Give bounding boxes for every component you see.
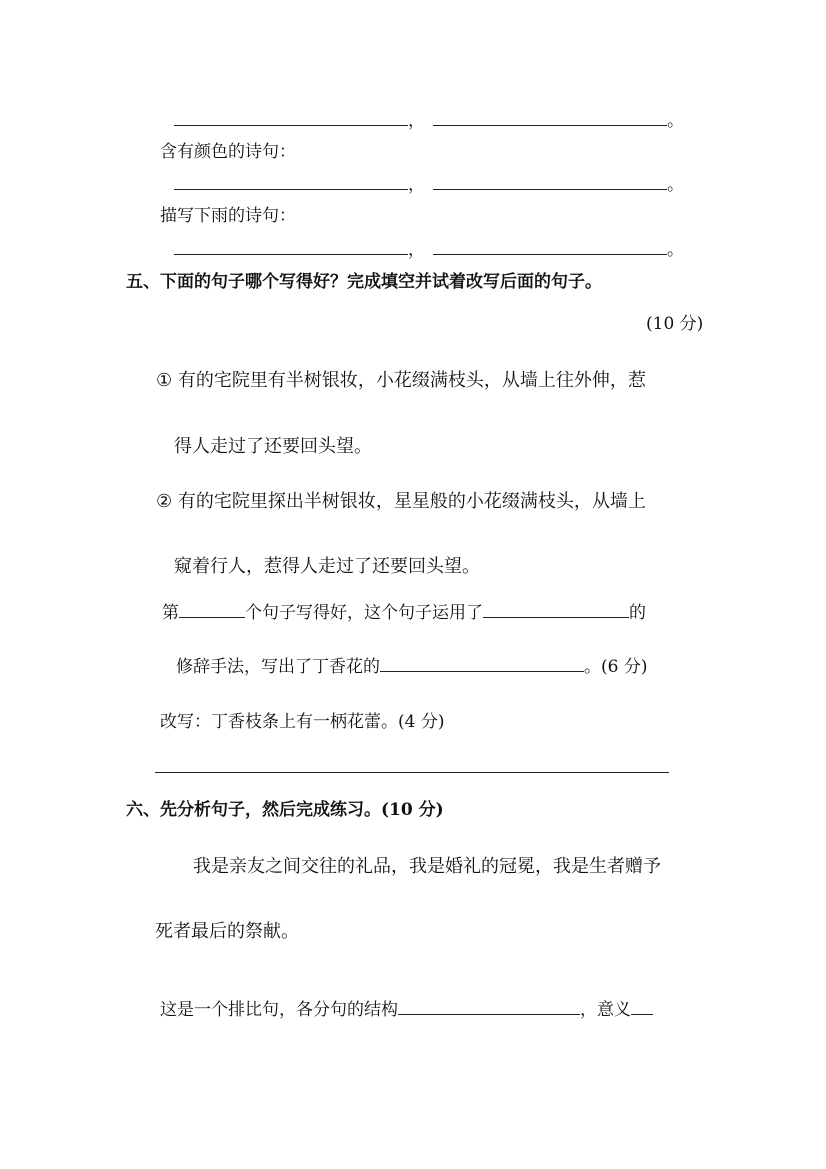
section-5-points: (10 分)	[646, 314, 704, 334]
rhetoric-blank[interactable]	[483, 600, 629, 618]
answer-blank[interactable]	[433, 172, 667, 190]
question-rhetoric	[176, 654, 647, 678]
feature-blank[interactable]	[380, 654, 584, 672]
comma: ，	[408, 240, 425, 260]
question-text: 第	[162, 603, 179, 623]
answer-blank[interactable]	[433, 237, 667, 255]
answer-blank[interactable]	[174, 108, 408, 126]
period: 。	[667, 175, 684, 195]
answer-blank[interactable]	[433, 108, 667, 126]
question-text: ，意义	[580, 1000, 631, 1020]
sentence-2-line-1: ② 有的宅院里探出半树银妆，星星般的小花缀满枝头，从墙上	[156, 491, 646, 512]
section-6-heading: 六、先分析句子，然后完成练习。(10 分)	[126, 800, 444, 820]
color-poem-label: 含有颜色的诗句：	[160, 142, 296, 162]
comma: ，	[408, 111, 425, 131]
rewrite-prompt: 改写：丁香枝条上有一柄花蕾。(4 分)	[160, 712, 445, 732]
sentence-number-blank[interactable]	[179, 600, 245, 618]
rain-poem-label: 描写下雨的诗句：	[160, 206, 296, 226]
structure-blank[interactable]	[398, 997, 580, 1015]
question-text: 这是一个排比句，各分句的结构	[160, 1000, 398, 1020]
sentence-1-line-2: 得人走过了还要回头望。	[174, 436, 372, 457]
answer-row-1	[174, 108, 684, 132]
question-text: 。(6 分)	[584, 657, 648, 677]
question-better-sentence	[162, 600, 646, 624]
question-text: 修辞手法，写出了丁香花的	[176, 657, 380, 677]
question-parallelism	[160, 997, 653, 1021]
answer-blank[interactable]	[174, 237, 408, 255]
period: 。	[667, 240, 684, 260]
meaning-blank[interactable]	[631, 997, 653, 1015]
section-5-heading: 五、下面的句子哪个写得好？完成填空并试着改写后面的句子。	[126, 272, 602, 292]
passage-line-2: 死者最后的祭献。	[155, 921, 299, 942]
question-text: 的	[629, 603, 646, 623]
sentence-2-line-2: 窥着行人，惹得人走过了还要回头望。	[174, 556, 480, 577]
answer-blank[interactable]	[174, 172, 408, 190]
period: 。	[667, 111, 684, 131]
question-text: 个句子写得好，这个句子运用了	[245, 603, 483, 623]
rewrite-answer-line[interactable]	[155, 772, 669, 773]
comma: ，	[408, 175, 425, 195]
sentence-1-line-1: ① 有的宅院里有半树银妆，小花缀满枝头，从墙上往外伸，惹	[156, 370, 646, 391]
answer-row-3	[174, 237, 684, 261]
answer-row-2	[174, 172, 684, 196]
passage-line-1: 我是亲友之间交往的礼品，我是婚礼的冠冕，我是生者赠予	[193, 856, 661, 877]
